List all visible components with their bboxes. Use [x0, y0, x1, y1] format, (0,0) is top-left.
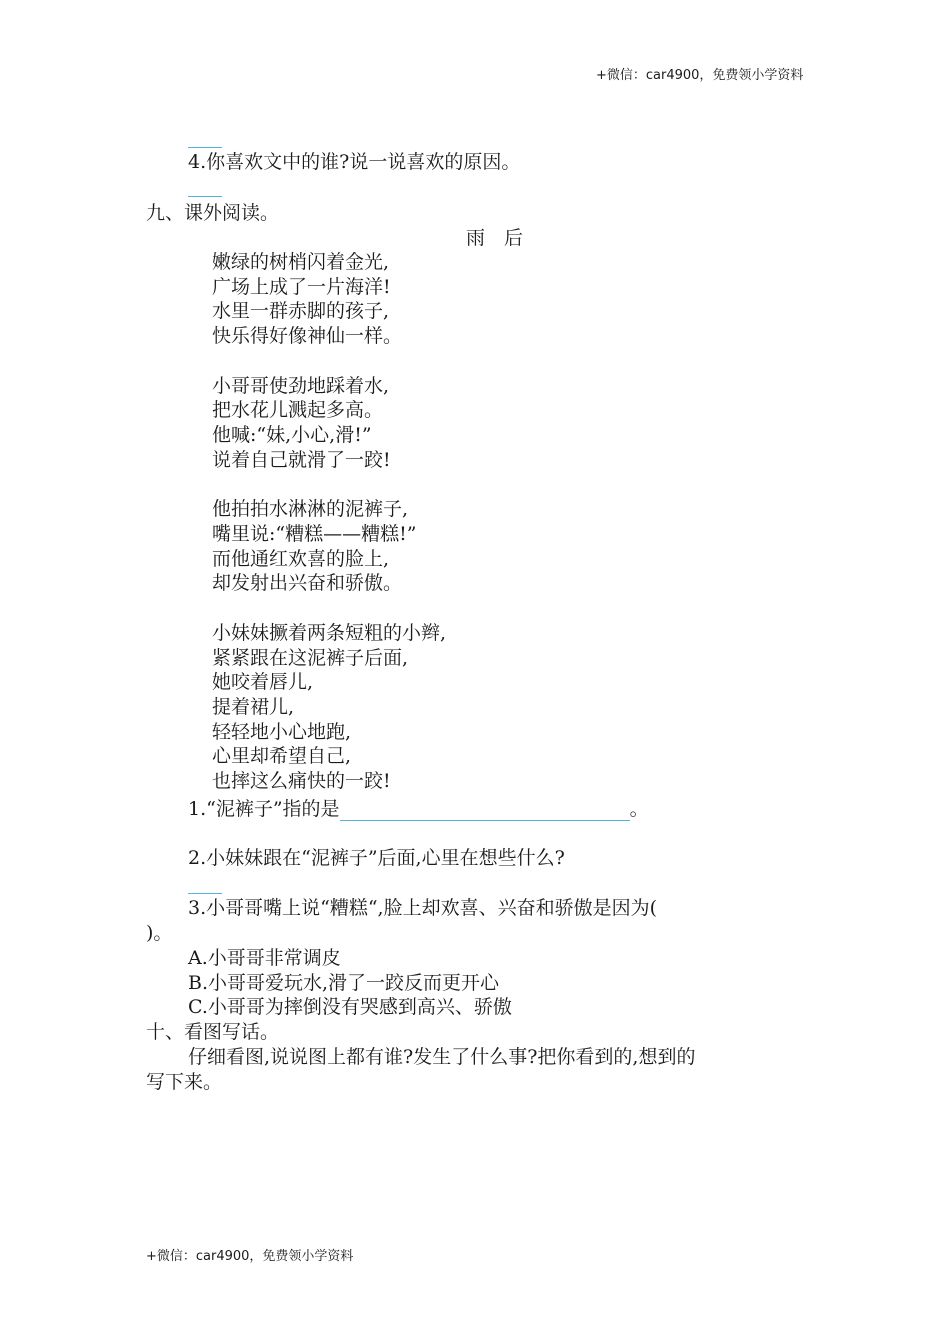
answer-blank[interactable]: [340, 800, 630, 821]
poem-line: 也摔这么痛快的一跤!: [212, 770, 391, 792]
question-3-end: )。: [146, 922, 173, 944]
page-header: +微信：car4900，免费领小学资料: [596, 68, 804, 83]
question-1: [188, 797, 649, 821]
answer-line: [188, 893, 222, 894]
option-a: A.小哥哥非常调皮: [188, 947, 341, 969]
poem-line: 轻轻地小心地跑,: [212, 721, 352, 743]
poem-line: 水里一群赤脚的孩子,: [212, 300, 390, 322]
poem-line: 小哥哥使劲地踩着水,: [212, 375, 390, 397]
section-10-heading: 十、看图写话。: [146, 1021, 280, 1043]
answer-line: [188, 196, 222, 197]
question-3: 3.小哥哥嘴上说“糟糕“,脸上却欢喜、兴奋和骄傲是因为(: [188, 897, 658, 919]
page-footer: +微信：car4900，免费领小学资料: [146, 1249, 354, 1264]
question-1-end: 。: [629, 798, 649, 820]
section-10-instruction: 仔细看图,说说图上都有谁?发生了什么事?把你看到的,想到的: [188, 1046, 696, 1068]
poem-line: 她咬着唇儿,: [212, 671, 314, 693]
poem-line: 他喊:“妹,小心,滑!”: [212, 424, 372, 446]
poem-line: 把水花儿溅起多高。: [212, 399, 384, 421]
poem-line: 快乐得好像神仙一样。: [212, 325, 403, 347]
option-b: B.小哥哥爱玩水,滑了一跤反而更开心: [188, 972, 500, 994]
question-1-text: 1.“泥裤子”指的是: [188, 798, 340, 820]
poem-line: 嘴里说:“糟糕——糟糕!”: [212, 523, 417, 545]
answer-line: [188, 147, 222, 148]
poem-title: 雨 后: [466, 227, 524, 249]
poem-line: 说着自己就滑了一跤!: [212, 449, 391, 471]
option-c: C.小哥哥为摔倒没有哭感到高兴、骄傲: [188, 996, 512, 1018]
poem-line: 他拍拍水淋淋的泥裤子,: [212, 498, 409, 520]
question-2: 2.小妹妹跟在“泥裤子”后面,心里在想些什么?: [188, 847, 565, 869]
poem-line: 嫩绿的树梢闪着金光,: [212, 251, 390, 273]
section-10-instruction-cont: 写下来。: [146, 1071, 223, 1093]
section-9-heading: 九、课外阅读。: [146, 202, 280, 224]
poem-line: 心里却希望自己,: [212, 745, 352, 767]
poem-line: 紧紧跟在这泥裤子后面,: [212, 647, 409, 669]
poem-line: 提着裙儿,: [212, 696, 295, 718]
poem-line: 广场上成了一片海洋!: [212, 276, 391, 298]
poem-line: 而他通红欢喜的脸上,: [212, 548, 390, 570]
poem-line: 却发射出兴奋和骄傲。: [212, 572, 403, 594]
poem-line: 小妹妹撅着两条短粗的小辫,: [212, 622, 447, 644]
question-4: 4.你喜欢文中的谁?说一说喜欢的原因。: [188, 151, 521, 173]
